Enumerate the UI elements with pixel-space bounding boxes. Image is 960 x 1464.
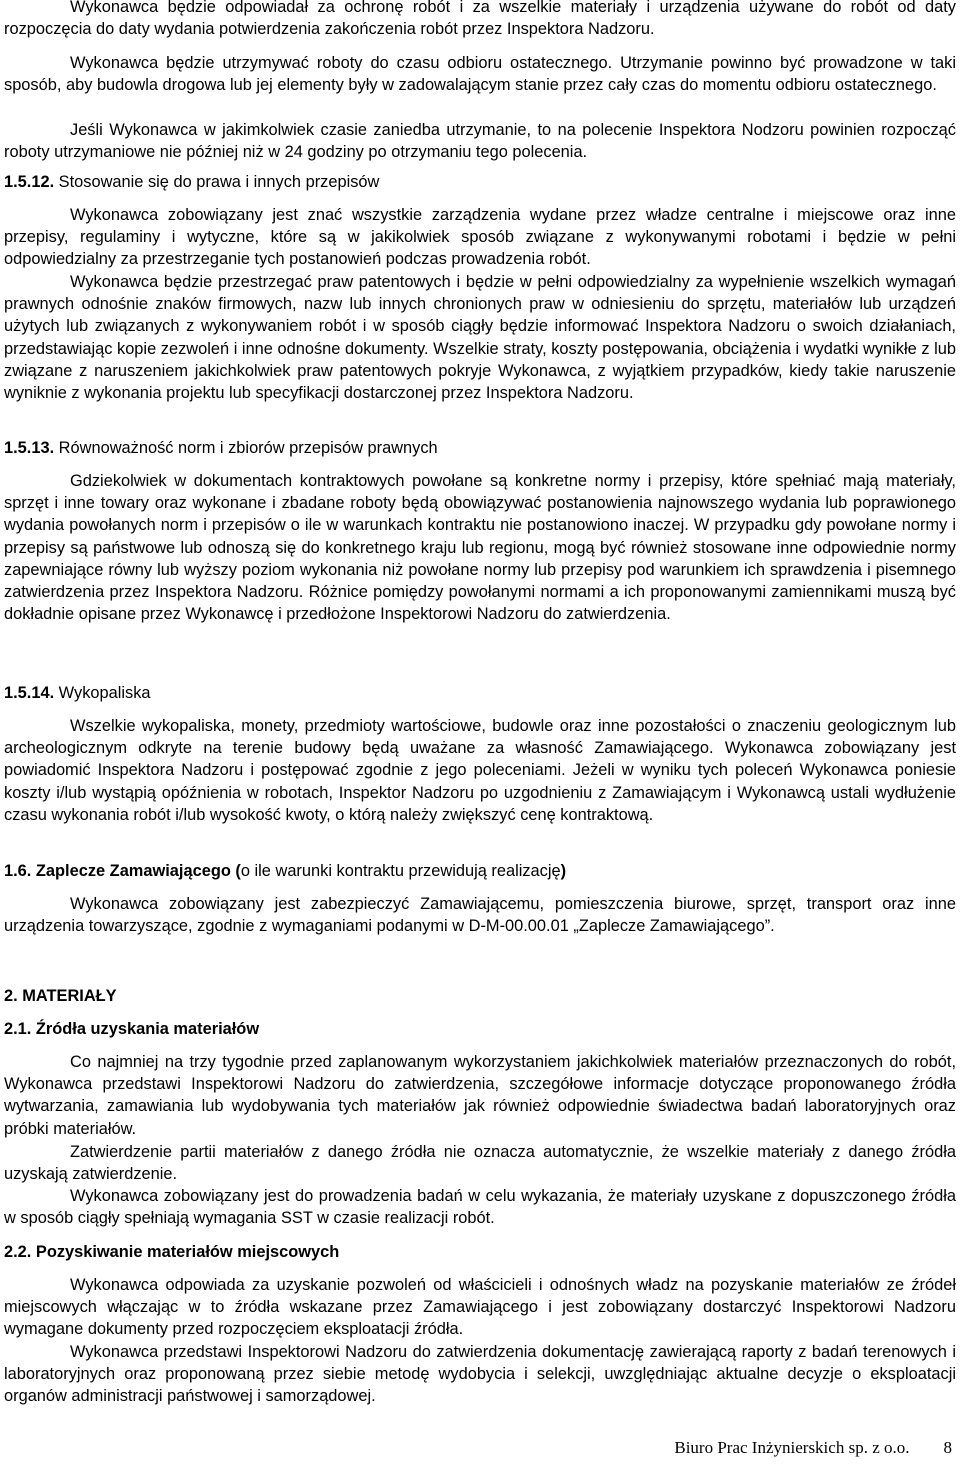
section-heading-1-6: [4, 860, 566, 882]
section-number: 1.5.14.: [4, 684, 55, 702]
page-number: 8: [943, 1438, 952, 1457]
section-title: Równoważność norm i zbiorów przepisów prawnych: [54, 439, 438, 457]
page-footer: [674, 1438, 952, 1458]
paragraph-documentation: Wykonawca przedstawi Inspektorowi Nadzoru do zatwierdzenia dokumentację zawierającą raporty z badań terenowych i laboratoryjnych oraz proponowaną przez siebie metodę wydobycia i selekcji, uwzględniając aktualne decyzje o eksploatacji organów administracji państwowej i samorządowej.: [4, 1343, 956, 1406]
section-heading-1-5-13: [4, 437, 438, 459]
section-number: 1.5.12.: [4, 173, 55, 191]
section-heading-2: 2. MATERIAŁY: [4, 987, 117, 1005]
paragraph-facilities: Wykonawca zobowiązany jest zabezpieczyć Zamawiającemu, pomieszczenia biurowe, sprzęt, transport oraz inne urządzenia towarzyszące, zgodnie z wymaganiami podanymi w D-M-00.00.01 „Zaplecze Zamawiającego”.: [4, 895, 956, 936]
paragraph-testing: Wykonawca zobowiązany jest do prowadzenia badań w celu wykazania, że materiały uzyskane z dopuszczonego źródła w sposób ciągły spełniają wymagania SST w czasie realizacji robót.: [4, 1187, 956, 1228]
paragraph-local-permits: Wykonawca odpowiada za uzyskanie pozwoleń od właścicieli i odnośnych władz na pozyskanie materiałów ze źródeł miejscowych włączając w to źródła wskazane przez Zamawiającego i jest zobowiązany dostarczyć Inspektorowi Nadzoru wymagane dokumenty przed rozpoczęciem eksploatacji źródła.: [4, 1276, 956, 1339]
paragraph-approval: Zatwierdzenie partii materiałów z danego źródła nie oznacza automatycznie, że wszelkie materiały z danego źródła uzyskają zatwierdzenie.: [4, 1143, 956, 1184]
paragraph-protection: Wykonawca będzie odpowiadał za ochronę robót i za wszelkie materiały i urządzenia używane do robót od daty rozpoczęcia do daty wydania potwierdzenia zakończenia robót przez Inspektora Nadzoru.: [4, 0, 956, 39]
paragraph-neglect: Jeśli Wykonawca w jakimkolwiek czasie zaniedba utrzymanie, to na polecenie Inspektora Nodzoru powinien rozpocząć roboty utrzymaniowe nie później niż w 24 godziny po otrzymaniu tego polecenia.: [4, 121, 956, 162]
paragraph-patents: Wykonawca będzie przestrzegać praw patentowych i będzie w pełni odpowiedzialny za wypełnienie wszelkich wymagań prawnych odnośnie znaków firmowych, nazw lub innych chronionych praw w odniesieniu do sprzętu, materiałów lub urządzeń użytych lub związanych z wykonywaniem robót i w sposób ciągły będzie informować Inspektora Nadzoru o swoich działaniach, przedstawiając kopie zezwoleń i inne odnośne dokumenty. Wszelkie straty, koszty postępowania, obciążenia i wydatki wynikłe z lub związane z naruszeniem jakichkolwiek praw patentowych pokryje Wykonawca, z wyjątkiem przypadków, kiedy takie naruszenie wyniknie z wykonania projektu lub specyfikacji dostarczonej przez Inspektora Nadzoru.: [4, 273, 956, 403]
paragraph-material-sources: Co najmniej na trzy tygodnie przed zaplanowanym wykorzystaniem jakichkolwiek materiałów przeznaczonych do robót, Wykonawca przedstawi Inspektorowi Nadzoru do zatwierdzenia, szczegółowe informacje dotyczące proponowanego źródła wytwarzania, zamawiania lub wydobywania tych materiałów jak również odpowiednie świadectwa badań laboratoryjnych oraz próbki materiałów.: [4, 1053, 956, 1138]
paragraph-regulations: Wykonawca zobowiązany jest znać wszystkie zarządzenia wydane przez władze centralne i miejscowe oraz inne przepisy, regulaminy i wytyczne, które są w jakikolwiek sposób związane z wykonywanymi robotami i będzie w pełni odpowiedzialny za przestrzeganie tych postanowień podczas prowadzenia robót.: [4, 206, 956, 269]
section-heading-1-5-12: [4, 171, 379, 193]
section-title-bold-close: ): [560, 862, 567, 880]
section-heading-2-1: 2.1. Źródła uzyskania materiałów: [4, 1020, 260, 1038]
footer-company: Biuro Prac Inżynierskich sp. z o.o.: [674, 1438, 910, 1457]
section-heading-2-2: 2.2. Pozyskiwanie materiałów miejscowych: [4, 1243, 340, 1261]
section-title-note: o ile warunki kontraktu przewidują realizację: [240, 862, 561, 880]
section-title: Stosowanie się do prawa i innych przepisów: [54, 173, 380, 191]
section-title-bold: 1.6. Zaplecze Zamawiającego (: [4, 862, 241, 880]
paragraph-maintenance: Wykonawca będzie utrzymywać roboty do czasu odbioru ostatecznego. Utrzymanie powinno być prowadzone w taki sposób, aby budowla drogowa lub jej elementy były w zadowalającym stanie przez cały czas do momentu odbioru ostatecznego.: [4, 54, 956, 95]
section-number: 1.5.13.: [4, 439, 55, 457]
section-title: Wykopaliska: [54, 684, 151, 702]
paragraph-norms: Gdziekolwiek w dokumentach kontraktowych powołane są konkretne normy i przepisy, które spełniać mają materiały, sprzęt i inne towary oraz wykonane i zbadane roboty będą obowiązywać postanowienia najnowszego wydania lub poprawionego wydania powołanych norm i przepisów o ile w warunkach kontraktu nie postanowiono inaczej. W przypadku gdy powołane normy i przepisy są państwowe lub odnoszą się do konkretnego kraju lub regionu, mogą być również stosowane inne odpowiednie normy zapewniające równy lub wyższy poziom wykonania niż powołane normy lub przepisy pod warunkiem ich sprawdzenia i pisemnego zatwierdzenia przez Inspektora Nadzoru. Różnice pomiędzy powołanymi normami a ich proponowanymi zamiennikami muszą być dokładnie opisane przez Wykonawcę i przedłożone Inspektorowi Nadzoru do zatwierdzenia.: [4, 472, 956, 624]
section-heading-1-5-14: [4, 682, 151, 704]
paragraph-excavations: Wszelkie wykopaliska, monety, przedmioty wartościowe, budowle oraz inne pozostałości o znaczeniu geologicznym lub archeologicznym odkryte na terenie budowy będą uważane za własność Zamawiającego. Wykonawca zobowiązany jest powiadomić Inspektora Nadzoru i postępować zgodnie z jego poleceniami. Jeżeli w wyniku tych poleceń Wykonawca poniesie koszty i/lub wystąpią opóźnienia w robotach, Inspektor Nadzoru po uzgodnieniu z Zamawiającym i Wykonawcą ustali wydłużenie czasu wykonania robót i/lub wysokość kwoty, o którą należy zwiększyć cenę kontraktową.: [4, 717, 956, 824]
